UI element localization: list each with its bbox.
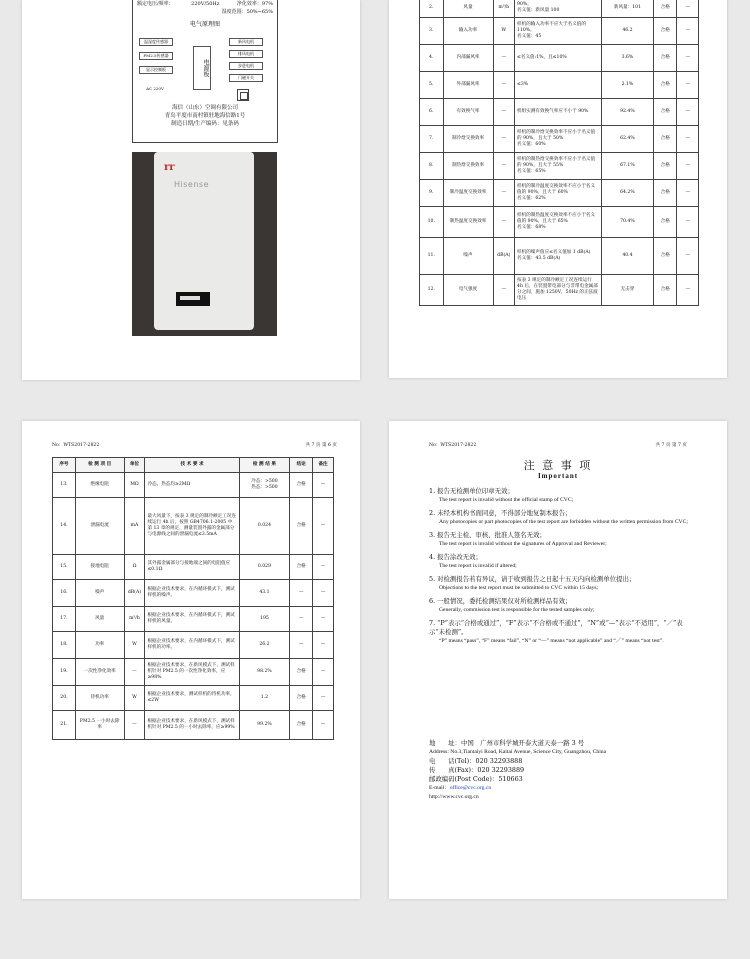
table-row [53, 632, 334, 659]
row-number: 17. [53, 607, 76, 632]
result: 40.4 [601, 238, 653, 275]
note-number: 7. [429, 619, 436, 627]
result: 62.4% [601, 126, 653, 153]
requirement: 机组实测有效换气率应不小于 90% [515, 99, 602, 126]
requirement: 按表 3 规定的制冷额定工况连续运行 4h 后，在装置带电部分与非带电金属部分之间，施加 1250V，50Hz 的正弦波电压 [515, 275, 602, 306]
requirement: 样机的制热焓交换效率不应小于名义值的 90%，且大于 55% 名义值：65% [515, 153, 602, 180]
conclusion: 合格 [653, 99, 677, 126]
result: 无击穿 [601, 275, 653, 306]
table-row [420, 0, 699, 18]
remark: — [677, 180, 699, 207]
table-row [53, 580, 334, 607]
requirement: 根据企业技术要求，在新风模式下，测试样机针对 PM2.5 的一次性净化效率，应≥98% [145, 659, 239, 686]
row-number: 14. [53, 498, 76, 555]
unit: — [493, 99, 514, 126]
result: 46.2 [601, 18, 653, 45]
conclusion: 合格 [653, 0, 677, 18]
note-number: 4. [429, 553, 436, 561]
test-item: 接地电阻 [75, 555, 124, 580]
result: 2.1% [601, 72, 653, 99]
row-number: 2. [420, 0, 444, 18]
diagram-block: PM2.5传感器 [139, 52, 173, 60]
post-code: 邮政编码(Post Code)：510663 [429, 775, 523, 783]
note-number: 3. [429, 531, 436, 539]
row-number: 19. [53, 659, 76, 686]
table-row [420, 180, 699, 207]
remark: — [313, 632, 334, 659]
table-row [53, 555, 334, 580]
requirement: 其外露金属部分与接地端之间的电阻值应≤0.1Ω [145, 555, 239, 580]
notes-list [429, 483, 697, 646]
remark: — [677, 153, 699, 180]
diagram-block: 门磁开关 [229, 74, 263, 82]
unit: — [493, 180, 514, 207]
notes-title-en: Important [537, 472, 579, 480]
note-cn: 报告涂改无效； [437, 553, 482, 561]
result: 43.1 [239, 580, 290, 607]
remark: — [677, 126, 699, 153]
page-info: 共 7 页 第 6 页 [305, 443, 337, 448]
row-number: 7. [420, 126, 444, 153]
requirement: 冷态、热态均≥2MΩ [145, 473, 239, 498]
conclusion: 合格 [290, 555, 313, 580]
table-row [53, 659, 334, 686]
requirement: 样机的制冷温度交换效率不应小于名义值的 90%，且大于 60% 名义值：62% [515, 180, 602, 207]
note-cn: “P”表示“合格或通过”，“F”表示“不合格或不通过”，“N”或“—”表示“不适用”，“／”表示“未检测”。 [429, 619, 683, 636]
conclusion: 合格 [290, 659, 313, 686]
address-en: Address: No.3,Tiantaiyi Road, Kaitai Avenue, Science City, Guangzhou, China [429, 749, 607, 755]
unit: — [493, 153, 514, 180]
conclusion: 合格 [290, 711, 313, 740]
note-en: “P” means “pass”, “F” means “fail”, “N” or “—” means “not applicable” and “／” means “not test”. [439, 638, 664, 644]
test-item: 噪声 [443, 238, 493, 275]
remark: — [677, 238, 699, 275]
note-item [429, 531, 697, 549]
table-row [420, 45, 699, 72]
note-number: 5. [429, 575, 436, 583]
address-cn: 地 址：中国 广州市科学城开泰大道天泰一路 3 号 [429, 739, 585, 747]
unit: — [493, 275, 514, 306]
note-number: 2. [429, 509, 436, 517]
table-row [420, 18, 699, 45]
row-number: 4. [420, 45, 444, 72]
note-number: 6. [429, 597, 436, 605]
result: 195 [239, 607, 290, 632]
result: 新风量：101 [601, 0, 653, 18]
result: 64.2% [601, 180, 653, 207]
note-item [429, 509, 697, 527]
row-number: 16. [53, 580, 76, 607]
row-number: 20. [53, 686, 76, 711]
remark: — [677, 275, 699, 306]
result: 0.029 [239, 555, 290, 580]
table-row [420, 99, 699, 126]
table-row [420, 126, 699, 153]
note-en: Any photocopies or part photocopies of the test report are forbidden without the written permission from CVC; [439, 519, 688, 525]
result: 70.4% [601, 207, 653, 238]
row-number: 6. [420, 99, 444, 126]
company-name: 海信（山东）空调有限公司 [171, 105, 238, 111]
diagram-center-block: 电源板 [193, 46, 211, 90]
conclusion: 合格 [290, 473, 313, 498]
remark: — [677, 72, 699, 99]
remark: — [313, 473, 334, 498]
conclusion: 合格 [653, 180, 677, 207]
report-page-nameplate [22, 0, 360, 380]
company-address: 青岛平度市南村镇驻地海信路1号 [164, 113, 246, 119]
remark: — [677, 0, 699, 18]
result: 3.6% [601, 45, 653, 72]
table-row [420, 72, 699, 99]
note-en: Objections to the test report must be submitted to CVC within 15 days; [439, 585, 599, 591]
note-item [429, 575, 697, 593]
unit: m³/h [124, 607, 145, 632]
result: 92.4% [601, 99, 653, 126]
tel: 电 话(Tel)：020 32293888 [429, 757, 523, 765]
email-label: E-mail： [429, 785, 450, 791]
note-number: 1. [429, 487, 436, 495]
note-cn: 未经本机构书面同意，不得部分地复制本报告； [437, 509, 572, 517]
table-row [53, 473, 334, 498]
test-item: 有效换气率 [443, 99, 493, 126]
test-item: 噪声 [75, 580, 124, 607]
result: 1.2 [239, 686, 290, 711]
report-page-notes [389, 421, 727, 899]
requirement: 根据企业技术要求，测试样机的待机功率，≤2W [145, 686, 239, 711]
conclusion: 合格 [290, 498, 313, 555]
requirement: 样机的制冷焓交换效率不应小于名义值的 90%，且大于 50% 名义值：60% [515, 126, 602, 153]
conclusion: 合格 [653, 126, 677, 153]
spec-text: 湿度范围：50%~65% [221, 9, 273, 15]
note-item [429, 487, 697, 505]
test-item: 泄漏电流 [75, 498, 124, 555]
conclusion: 合格 [653, 45, 677, 72]
unit: — [124, 659, 145, 686]
row-number: 5. [420, 72, 444, 99]
table-row [420, 275, 699, 306]
unit: — [493, 126, 514, 153]
spec-text: 220V/50Hz [191, 1, 220, 7]
note-en: The test report is invalid without the signatures of Approval and Reviewer; [439, 541, 607, 547]
diagram-block: AC 220V [146, 86, 164, 91]
note-item [429, 553, 697, 571]
row-number: 11. [420, 238, 444, 275]
requirement: 样机的噪声值应≤名义值加 1 dB(A) 名义值：43.5 dB(A) [515, 238, 602, 275]
row-number: 10. [420, 207, 444, 238]
requirement: 样机的制热温度交换效率不应小于名义值的 90%，且大于 65% 名义值：68% [515, 207, 602, 238]
unit: dB(A) [493, 238, 514, 275]
requirement: 根据企业技术要求，在新风模式下，测试样机针对 PM2.5 的一小时去除率，应≥99% [145, 711, 239, 740]
result: 67.1% [601, 153, 653, 180]
test-item: PM2.5 一小时去除率 [75, 711, 124, 740]
fax: 传 真(Fax)：020 32293889 [429, 766, 525, 774]
result: 26.2 [239, 632, 290, 659]
table-header-row [53, 458, 334, 473]
remark: — [313, 659, 334, 686]
remark: — [677, 45, 699, 72]
nameplate-label [132, 0, 278, 143]
table-row [420, 153, 699, 180]
test-item: 功率 [75, 632, 124, 659]
contact-block [429, 739, 697, 802]
note-cn: 报告无检测单位印章无效； [437, 487, 514, 495]
diagram-block: 排风电机 [229, 50, 263, 58]
unit: MΩ [124, 473, 145, 498]
air-purifier-unit [154, 152, 254, 330]
website-link[interactable]: http://www.cvc.org.cn [429, 794, 479, 800]
email-link[interactable]: office@cvc.org.cn [449, 785, 492, 791]
note-item [429, 597, 697, 615]
remark: — [313, 607, 334, 632]
diagram-block: 新风电机 [229, 38, 263, 46]
row-number: 13. [53, 473, 76, 498]
unit: W [493, 18, 514, 45]
note-cn: 对检测报告若有异议，请于收到报告之日起十五天内向检测单位提出； [437, 575, 636, 583]
unit: W [124, 686, 145, 711]
test-item: 绝缘电阻 [75, 473, 124, 498]
unit: W [124, 632, 145, 659]
unit: mA [124, 498, 145, 555]
table-row [53, 607, 334, 632]
row-number: 12. [420, 275, 444, 306]
conclusion: 合格 [653, 18, 677, 45]
test-item: 电气强度 [443, 275, 493, 306]
unit: Ω [124, 555, 145, 580]
row-number: 9. [420, 180, 444, 207]
table-row [420, 238, 699, 275]
result: 98.2% [239, 659, 290, 686]
column-header: 检 测 结 果 [239, 458, 290, 473]
requirement: 90%， 名义值：新风量 100 [515, 0, 602, 18]
hisense-logo-icon: rr [164, 162, 175, 173]
unit: dB(A) [124, 580, 145, 607]
report-page-results-2 [22, 421, 360, 899]
remark: — [677, 207, 699, 238]
brand-text: Hisense [174, 180, 209, 189]
test-item: 风量 [75, 607, 124, 632]
row-number: 8. [420, 153, 444, 180]
diagram-title: 电气原理图 [189, 21, 220, 28]
results-table [52, 457, 334, 740]
row-number: 18. [53, 632, 76, 659]
spec-text: 净化效率：97% [236, 1, 273, 7]
remark: — [677, 99, 699, 126]
table-row [53, 498, 334, 555]
diagram-block: 温湿度传感器 [139, 38, 173, 46]
row-number: 21. [53, 711, 76, 740]
spec-text: 额定电压/频率： [137, 1, 174, 7]
note-en: Generally, commission test is responsible for the tested samples only; [439, 607, 595, 613]
remark: — [313, 498, 334, 555]
conclusion: 合格 [653, 207, 677, 238]
requirement: 根据企业技术要求，在内循环模式下，测试样机的功率。 [145, 632, 239, 659]
note-cn: 一般情况，委托检测结果仅对所检测样品有效； [437, 597, 572, 605]
conclusion: 合格 [290, 686, 313, 711]
test-item: 外部漏风率 [443, 72, 493, 99]
display-glyph [180, 296, 200, 300]
test-item: 制热温度交换效率 [443, 207, 493, 238]
unit: — [124, 711, 145, 740]
column-header: 序号 [53, 458, 76, 473]
requirement: 最大风量下，按表 3 规定的制冷额定工况连续运行 4h 后，按照 GB4706.1-2005 中第 13 章的规定，测量装置外露的金属部分与电源线之间的泄漏电流≤3.5mA [145, 498, 239, 555]
unit: — [493, 45, 514, 72]
manufacture-date: 制造日期/生产编码：见条码 [171, 121, 239, 127]
unit: m³/h [493, 0, 514, 18]
conclusion: 合格 [653, 153, 677, 180]
requirement: 根据企业技术要求，在内循环模式下，测试样机的噪声。 [145, 580, 239, 607]
conclusion: — [290, 580, 313, 607]
remark: — [313, 580, 334, 607]
test-item: 待机功率 [75, 686, 124, 711]
remark: — [677, 18, 699, 45]
conclusion: 合格 [653, 238, 677, 275]
diagram-block: 步进电机 [229, 62, 263, 70]
note-cn: 报告无主检、审核、批准人签名无效； [437, 531, 546, 539]
test-item: 制冷温度交换效率 [443, 180, 493, 207]
requirement: ≤3% [515, 72, 602, 99]
electrical-diagram [139, 36, 269, 98]
results-table [419, 0, 699, 306]
test-item: 内部漏风率 [443, 45, 493, 72]
remark: — [313, 686, 334, 711]
result: 99.2% [239, 711, 290, 740]
column-header: 技 术 要 求 [145, 458, 239, 473]
report-number: No：WTS2017-2822 [52, 443, 100, 448]
test-item: 输入功率 [443, 18, 493, 45]
report-number: No：WTS2017-2822 [429, 443, 477, 448]
conclusion: 合格 [653, 275, 677, 306]
double-insulation-icon [237, 89, 249, 101]
column-header: 检 测 项 目 [75, 458, 124, 473]
diagram-block: 显示控制板 [139, 66, 173, 74]
requirement: 根据企业技术要求，在内循环模式下，测试样机的风量。 [145, 607, 239, 632]
column-header: 备注 [313, 458, 334, 473]
unit: — [493, 72, 514, 99]
remark: — [313, 555, 334, 580]
result: 0.024 [239, 498, 290, 555]
table-row [53, 711, 334, 740]
product-photo [132, 152, 277, 336]
test-item: 风量 [443, 0, 493, 18]
table-row [53, 686, 334, 711]
notes-title: 注 意 事 项 [523, 459, 593, 472]
note-item [429, 619, 697, 646]
column-header: 单位 [124, 458, 145, 473]
note-en: The test report is invalid without the official stamp of CVC; [439, 497, 574, 503]
note-en: The test report is invalid if altered; [439, 563, 517, 569]
row-number: 15. [53, 555, 76, 580]
conclusion: — [290, 632, 313, 659]
test-item: 一次性净化效率 [75, 659, 124, 686]
row-number: 3. [420, 18, 444, 45]
unit: — [493, 207, 514, 238]
conclusion: 合格 [653, 72, 677, 99]
conclusion: — [290, 607, 313, 632]
report-page-results-1 [389, 0, 727, 378]
remark: — [313, 711, 334, 740]
page-info: 共 7 页 第 7 页 [655, 443, 687, 448]
table-row [420, 207, 699, 238]
test-item: 制冷焓交换效率 [443, 126, 493, 153]
requirement: 样机的输入功率不应大于名义值的 110%。 名义值：45 [515, 18, 602, 45]
result: 冷态：>500 热态：>500 [239, 473, 290, 498]
requirement: ≤名义值:1%，且≤10% [515, 45, 602, 72]
test-item: 制热焓交换效率 [443, 153, 493, 180]
column-header: 结论 [290, 458, 313, 473]
